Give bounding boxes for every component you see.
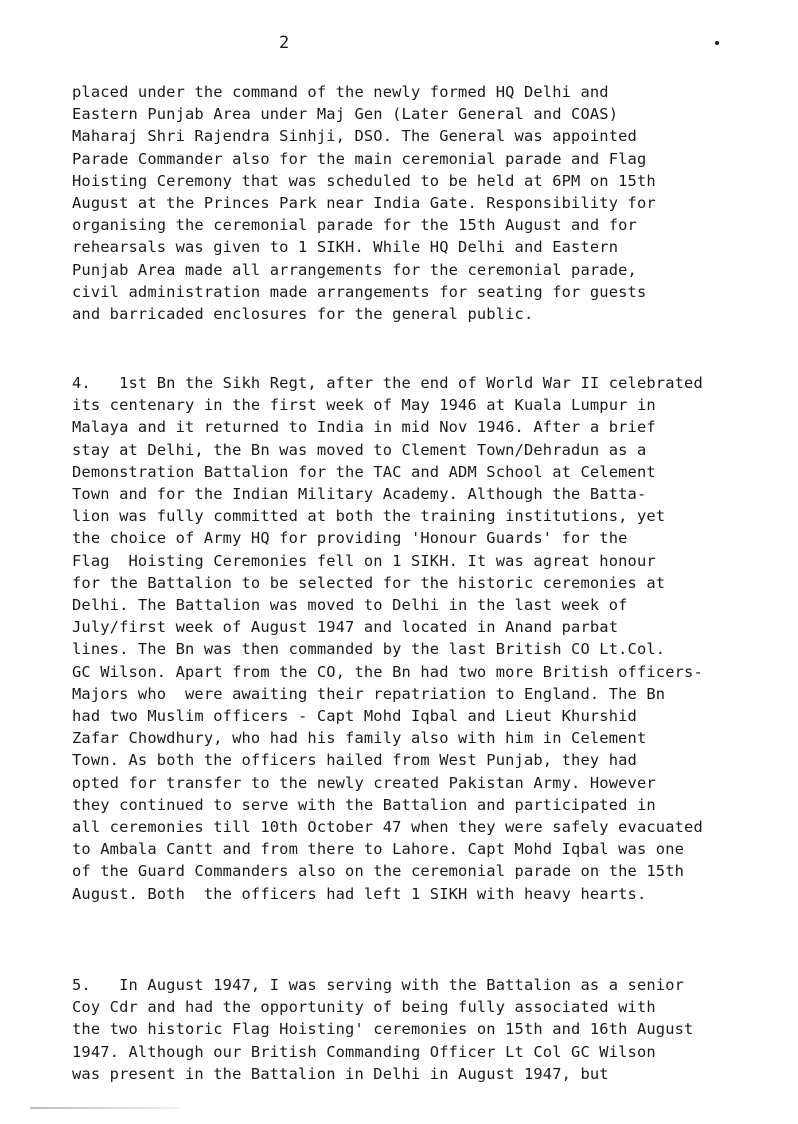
text-line: 1947. Although our British Commanding Officer Lt Col GC Wilson <box>72 1042 656 1061</box>
text-line: for the Battalion to be selected for the historic ceremonies at <box>72 573 666 592</box>
text-line: Hoisting Ceremony that was scheduled to be held at 6PM on 15th <box>72 171 656 190</box>
text-line: GC Wilson. Apart from the CO, the Bn had two more British officers- <box>72 662 703 681</box>
text-line: they continued to serve with the Battalion and participated in <box>72 795 656 814</box>
page-number: 2 <box>279 33 290 53</box>
text-line: Flag Hoisting Ceremonies fell on 1 SIKH. It was agreat honour <box>72 551 656 570</box>
scan-smudge <box>30 1107 180 1109</box>
text-line: and barricaded enclosures for the general public. <box>72 305 534 324</box>
text-line: lines. The Bn was then commanded by the last British CO Lt.Col. <box>72 640 666 659</box>
paragraph-continued <box>72 81 752 325</box>
text-line: of the Guard Commanders also on the ceremonial parade on the 15th <box>72 862 685 881</box>
text-line: Delhi. The Battalion was moved to Delhi in the last week of <box>72 596 628 615</box>
text-line: Town. As both the officers hailed from West Punjab, they had <box>72 751 637 770</box>
text-line: the choice of Army HQ for providing 'Honour Guards' for the <box>72 529 628 548</box>
text-line: all ceremonies till 10th October 47 when they were safely evacuated <box>72 818 703 837</box>
text-line: Majors who were awaiting their repatriation to England. The Bn <box>72 684 666 703</box>
text-line: Malaya and it returned to India in mid Nov 1946. After a brief <box>72 418 656 437</box>
margin-mark <box>715 41 719 45</box>
text-line: organising the ceremonial parade for the 15th August and for <box>72 216 637 235</box>
text-line: to Ambala Cantt and from there to Lahore. Capt Mohd Iqbal was one <box>72 840 685 859</box>
text-line: 4. 1st Bn the Sikh Regt, after the end of World War II celebrated <box>72 374 703 392</box>
text-line: Zafar Chowdhury, who had his family also with him in Celement <box>72 729 647 748</box>
paragraph-4 <box>72 372 752 905</box>
text-line: stay at Delhi, the Bn was moved to Clement Town/Dehradun as a <box>72 440 647 459</box>
text-line: had two Muslim officers - Capt Mohd Iqbal and Lieut Khurshid <box>72 707 637 726</box>
text-line: Parade Commander also for the main ceremonial parade and Flag <box>72 149 647 168</box>
text-line: lion was fully committed at both the training institutions, yet <box>72 507 666 526</box>
paragraph-5 <box>72 974 752 1085</box>
text-line: 5. In August 1947, I was serving with the Battalion as a senior <box>72 976 685 994</box>
text-line: rehearsals was given to 1 SIKH. While HQ Delhi and Eastern <box>72 238 619 257</box>
text-line: the two historic Flag Hoisting' ceremonies on 15th and 16th August <box>72 1020 694 1039</box>
text-line: August. Both the officers had left 1 SIKH with heavy hearts. <box>72 884 647 903</box>
text-line: opted for transfer to the newly created Pakistan Army. However <box>72 773 656 792</box>
text-line: its centenary in the first week of May 1946 at Kuala Lumpur in <box>72 396 656 415</box>
text-line: Punjab Area made all arrangements for the ceremonial parade, <box>72 260 637 279</box>
text-line: Maharaj Shri Rajendra Sinhji, DSO. The General was appointed <box>72 127 637 146</box>
text-line: placed under the command of the newly formed HQ Delhi and <box>72 83 609 101</box>
text-line: Eastern Punjab Area under Maj Gen (Later General and COAS) <box>72 105 619 124</box>
text-line: Coy Cdr and had the opportunity of being fully associated with <box>72 998 656 1017</box>
text-line: Demonstration Battalion for the TAC and ADM School at Celement <box>72 462 656 481</box>
text-line: Town and for the Indian Military Academy. Although the Batta- <box>72 485 647 504</box>
text-line: civil administration made arrangements for seating for guests <box>72 282 647 301</box>
text-line: August at the Princes Park near India Gate. Responsibility for <box>72 194 656 213</box>
text-line: was present in the Battalion in Delhi in August 1947, but <box>72 1064 609 1083</box>
text-line: July/first week of August 1947 and located in Anand parbat <box>72 618 619 637</box>
